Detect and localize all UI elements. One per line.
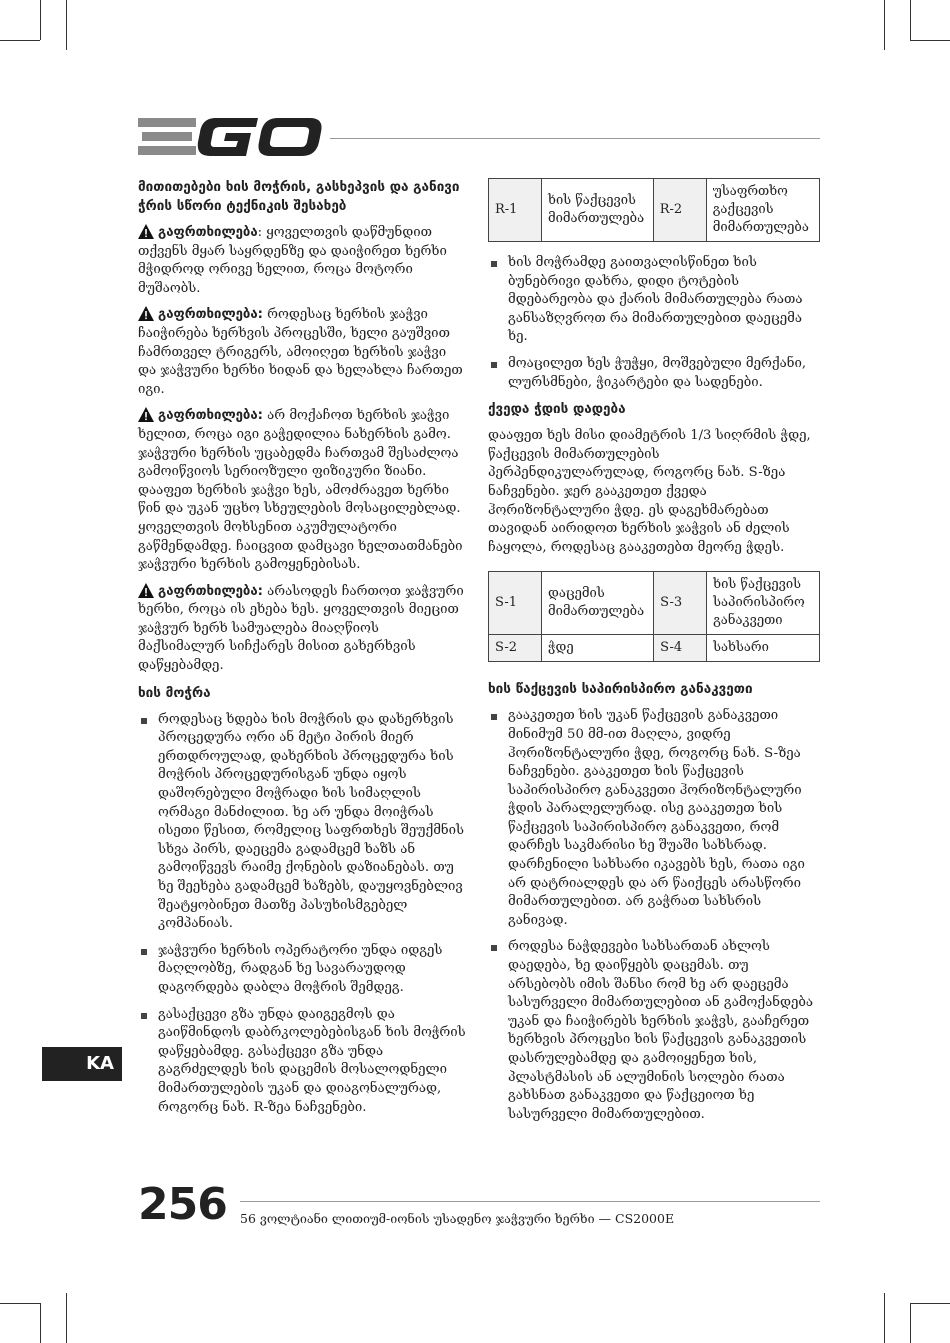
right-column [488,178,820,1132]
table-row [489,572,820,635]
table-row [489,635,820,662]
table-cell: S-2 [489,635,542,662]
list-item: როდესაც ხდება ხის მოჭრის და დახერხვის პროცედურა ორი ან მეტი პირის მიერ ერთდროულად, დახერხის პროცედურა ხის მოჭრის პროცედურისგან უნდა იყოს დაშორებული მოჭრადი ხის სიმაღლის ორმაგი მანძილით. ხე არ უნდა მოიჭრას ისეთი წესით, რომელიც საფრთხეს შეუქმნის სხვა პირს, დაეცემა გადამცემ ხაზს ან გამოიწვევს რაიმე ქონების დაზიანებას. თუ ხე შეეხება გადამცემ ხაზებს, დაუყოვნებლივ შეატყობინეთ მათზე პასუხისმგებელ კომპანიას. [138,711,466,934]
table-cell: S-4 [654,635,707,662]
list-item: მოაცილეთ ხეს ჭუჭყი, მოშვებული მერქანი, ლურსმნები, ჭიკარტები და სადენები. [488,355,820,392]
warning-label: გაფრთხილება [158,225,258,240]
warning-text: : ყოველთვის დაწმუნდით თქვენს მყარ საყრდენზე და დაიჭირეთ ხერხი მჭიდროდ ორივე ხელით, როცა მოტორი მუშაობს. [138,225,447,296]
crop-mark [910,0,911,40]
table-row [489,179,820,242]
warning-paragraph [138,224,466,298]
section-heading: ხის მოჭრა [138,684,211,701]
warning-paragraph [138,306,466,399]
crop-mark [884,1293,885,1343]
list-item: ჯაჭვური ხერხის ოპერატორი უნდა იდგეს მაღლობზე, რადგან ხე სავარაუდოდ დაგორდება დაბლა მოჭრის შემდეგ. [138,942,466,998]
table-cell: S-1 [489,572,542,635]
crop-mark [910,1303,950,1304]
legend-table-r [488,178,820,242]
warning-text: არ მოქაჩოთ ხერხის ჯაჭვი ხელით, როცა იგი გაჭედილია ნახერხის გამო. ჯაჭვური ხერხის უცაბედმა ჩართვამ შესაძლოა გამოიწვიოს სერიოზული ფიზიკური ზიანი. დააფეთ ხერხის ჯაჭვი ხეს, ამოძრავეთ ხერხი წინ და უკან უცხო სხეულების მოსაცილებლად. ყოველთვის მოხსენით აკუმულატორი გაწმენდამდე. ჩაიცვით დამცავი ხელთათმანები ჯაჭვური ხერხის გამოყენებისას. [138,408,463,573]
warning-icon [138,407,154,422]
paragraph: დააფეთ ხეს მისი დიამეტრის 1/3 სიღრმის ჭდე, წაქცევის მიმართულების პერპენდიკულარულად, როგორც ნახ. S-ზეა ნაჩვენები. ჯერ გააკეთეთ ქვედა ჰორიზონტალური ჭდე. ეს დაგეხმარებათ თავიდან აირიდოთ ხერხის ჯაჭვის ან ძელის ჩაყოლა, როდესაც გააკეთებთ მეორე ჭდეს. [488,428,811,555]
crop-mark [884,0,885,50]
table-cell: უსაფრთხო გაქცევის მიმართულება [706,179,819,242]
bullet-list [488,254,820,392]
footer-rule [240,1201,820,1202]
bullet-list [138,711,466,1117]
warning-paragraph [138,583,466,676]
list-item: როდესა ნაჭდევები სახსართან ახლოს დაედება, ხე დაიწყებს დაცემას. თუ არსებობს იმის შანსი რომ ხე არ დაეცემა სასურველი მიმართულებით ან გამოქანდება უკან და ჩაიჭირებს ხერხის ჯაჭვს, გააჩერეთ ხერხვის პროცესი ხის წაქცევის განაკვეთის დასრულებამდე და გამოიყენეთ ხის, პლასტმასის ან ალუმინის სოლები რათა გახსნათ განაკვეთი და წაქცეიოთ ხე სასურველი მიმართულებით. [488,938,820,1124]
table-cell: დაცემის მიმართულება [542,572,654,635]
language-tab: KA [42,1047,122,1081]
warning-paragraph [138,407,466,574]
crop-mark [66,0,67,50]
table-cell: R-2 [653,179,706,242]
table-cell: ჭდე [542,635,654,662]
list-item: ხის მოჭრამდე გაითვალისწინეთ ხის ბუნებრივი დახრა, დიდი ტოტების მდებარეობა და ქარის მიმართულება რათა განსაზღვროთ რა მიმართულებით დაეცემა ხე. [488,254,820,347]
bullet-list [488,707,820,1124]
warning-icon [138,583,154,598]
table-cell: S-3 [654,572,707,635]
section-heading: ქვედა ჭდის დადება [488,401,626,418]
crop-mark [0,40,40,41]
left-column [138,178,466,1125]
section-heading: ხის წაქცევის საპირისპირო განაკვეთი [488,681,753,698]
warning-icon [138,224,154,239]
warning-label: გაფრთხილება: [158,307,263,323]
warning-text: არასოდეს ჩართოთ ჯაჭვური ხერხი, როცა ის ეხება ხეს. ყოველთვის მიეცით ჯაჭვურ ხერხ სამუალება მიაღწიოს მაქსიმალურ სიჩქარეს მისით გახერხვის დაწყებამდე. [138,583,464,674]
crop-mark [66,1293,67,1343]
warning-label: გაფრთხილება: [158,408,263,424]
warning-icon [138,306,154,321]
crop-mark [40,1303,41,1343]
table-cell: ხის წაქცევის მიმართულება [542,179,654,242]
section-heading: მითითებები ხის მოჭრის, გასხეპვის და განივი ჭრის სწორი ტექნიკის შესახებ [138,179,460,214]
list-item: გასაქცევი გზა უნდა დაიგეგმოს და გაიწმინდოს დაბრკოლებებისგან ხის მოჭრის დაწყებამდე. გასაქცევი გზა უნდა გაგრძელდეს ხის დაცემის მოსალოდნელი მიმართულების უკან და დიაგონალურად, როგორც ნახ. R-ზეა ნაჩვენები. [138,1006,466,1118]
footer-text: 56 ვოლტიანი ლითიუმ-იონის უსადენო ჯაჭვური ხერხი — CS2000E [240,1211,675,1226]
crop-mark [910,1303,911,1343]
crop-mark [910,40,950,41]
header-rule [330,138,820,139]
table-cell: ხის წაქცევის საპირისპირო განაკვეთი [707,572,820,635]
table-cell: სახსარი [707,635,820,662]
page-number: 256 [138,1179,227,1230]
warning-text: როდესაც ხერხის ჯაჭვი ჩაიჭირება ხერხვის პროცესში, ხელი გაუშვით ჩამრთველ ტრიგერს, ამოიღეთ ხერხის ჯაჭვი და ჯაჭვური ხერხი ხიდან და ხელახლა ჩართეთ იგი. [138,307,463,397]
legend-table-s [488,571,820,662]
crop-mark [40,0,41,40]
list-item: გააკეთეთ ხის უკან წაქცევის განაკვეთი მინიმუმ 50 მმ-ით მაღლა, ვიდრე ჰორიზონტალური ჭდე, როგორც ნახ. S-ზეა ნაჩვენები. გააკეთეთ ხის წაქცევის საპირისპირო განაკვეთი ჰორიზონტალური ჭდის პარალელურად. ისე გააკეთეთ ხის წაქცევის საპირისპირო განაკვეთი, რომ დარჩეს საკმარისი ხე შუაში სახსრად. დარჩენილი სახსარი იკავებს ხეს, რათა იგი არ დატრიალდეს და არ წაიქცეს არასწორი მიმართულებით. არ გაჭრათ სახსრის განივად. [488,707,820,930]
warning-label: გაფრთხილება: [158,583,263,599]
crop-mark [0,1303,40,1304]
ego-logo [138,116,323,158]
table-cell: R-1 [489,179,542,242]
